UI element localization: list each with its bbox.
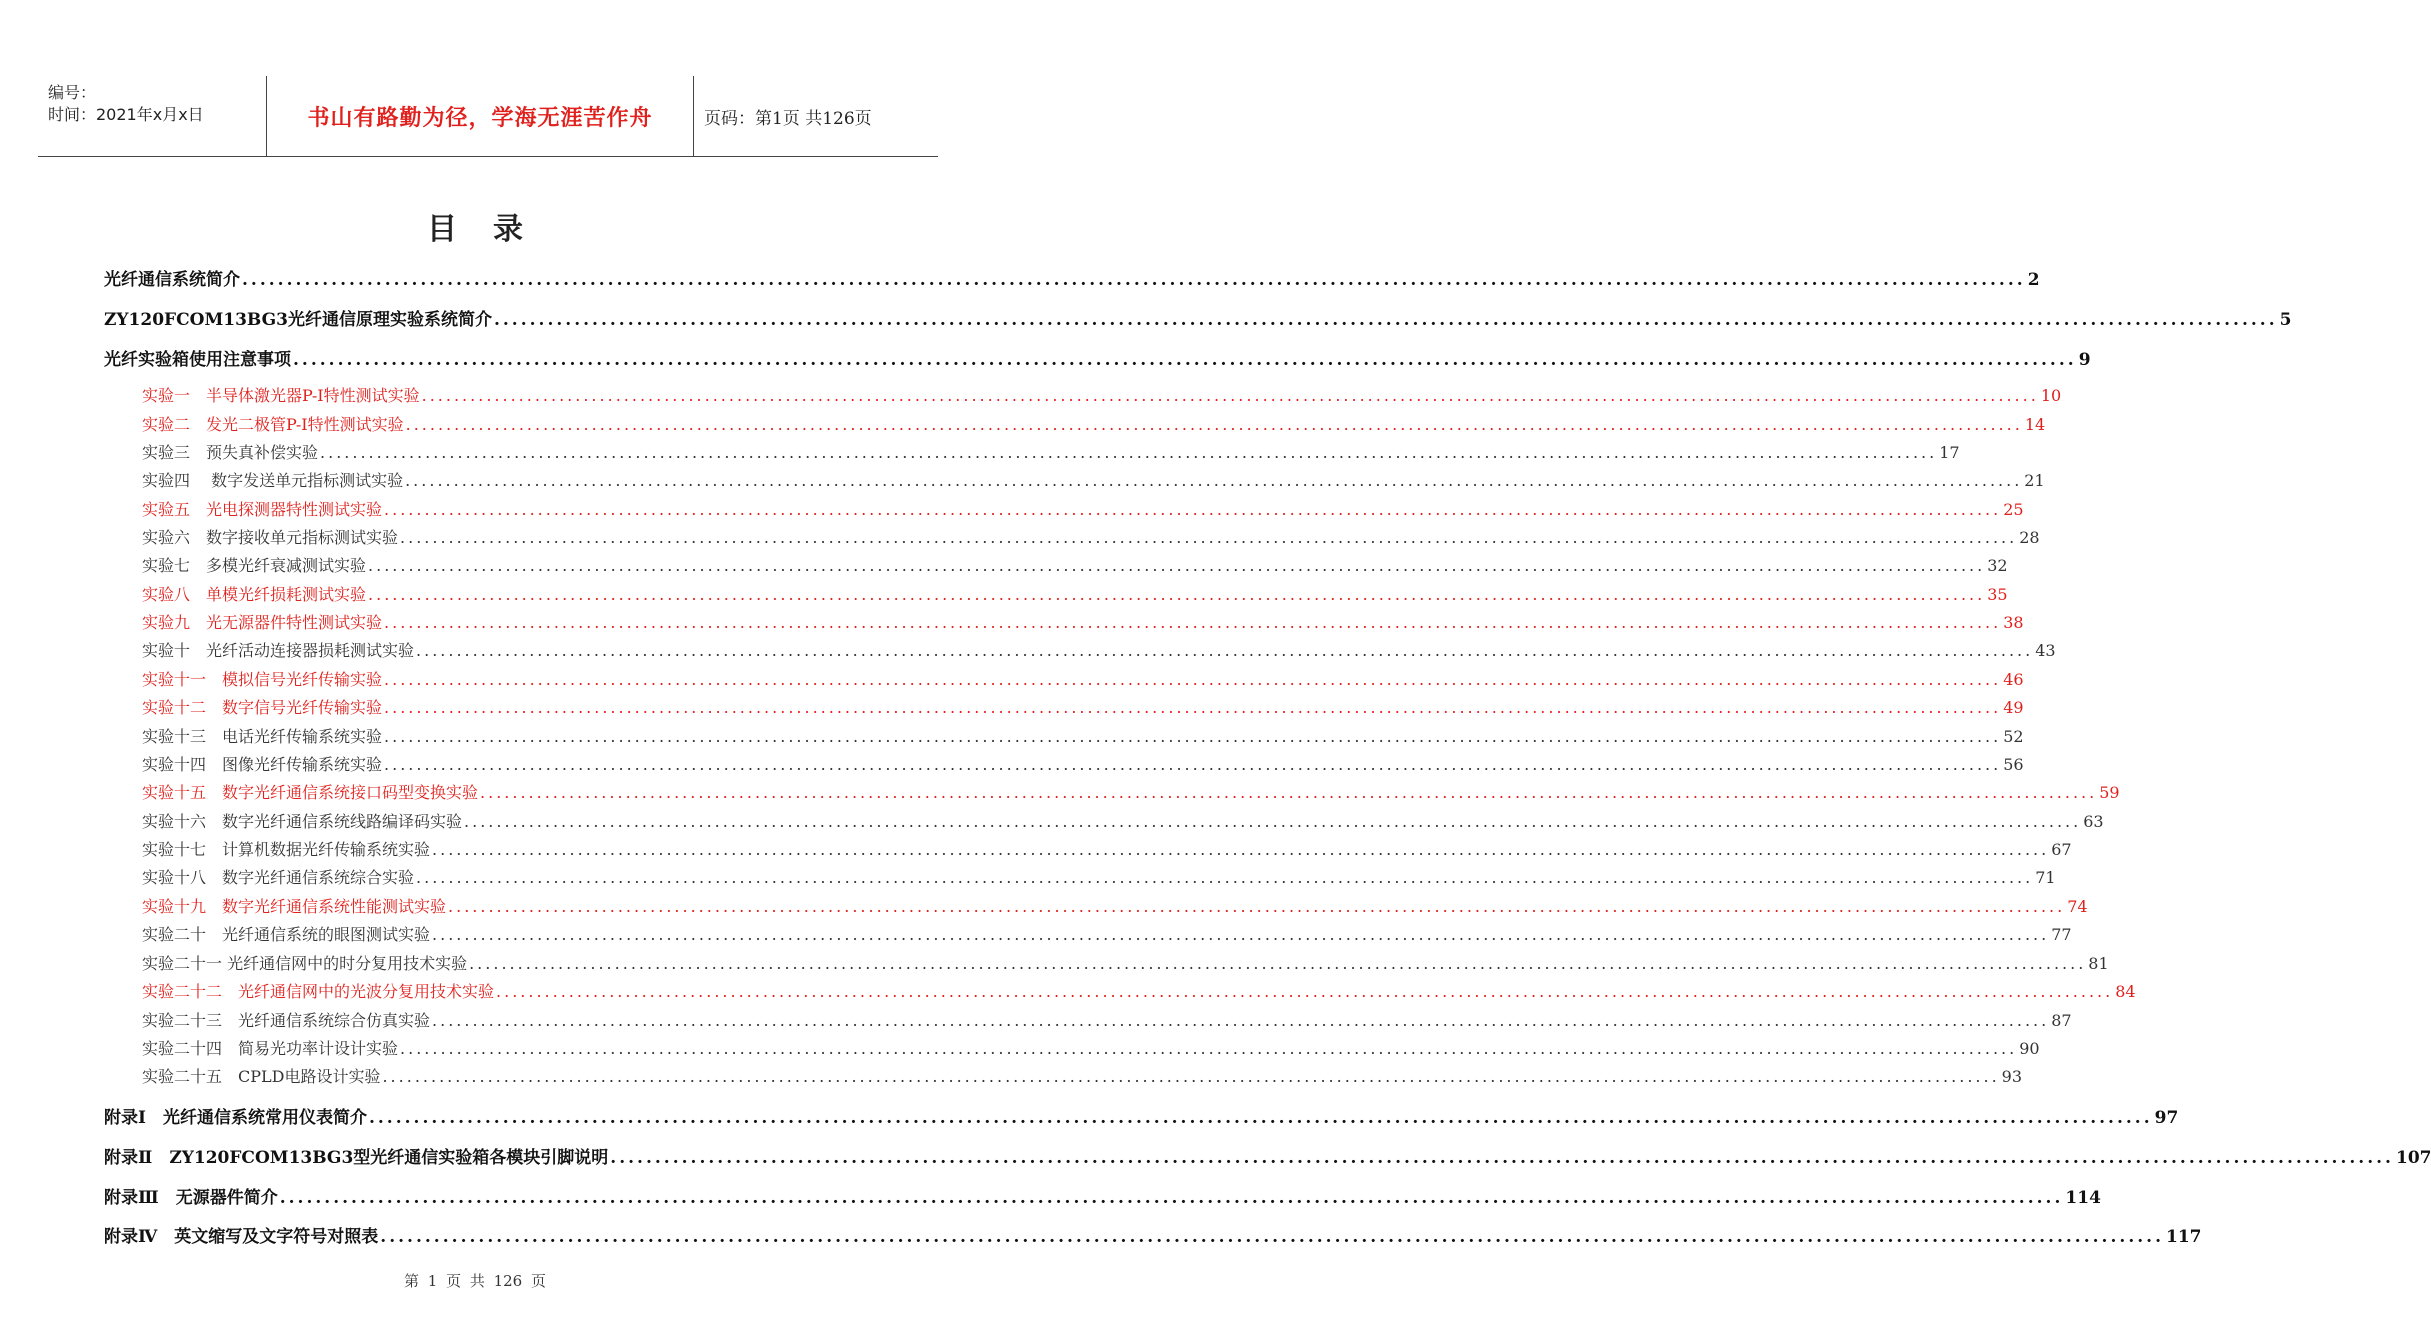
toc-entry-page: 90 <box>2019 1039 2040 1058</box>
toc-leader-dots: ........................................................................................................................................................................................................ <box>405 415 2023 434</box>
header-motto: 书山有路勤为径，学海无涯苦作舟 <box>307 104 653 131</box>
toc-leader-dots: ........................................................................................................................................................................................................ <box>432 925 2050 944</box>
toc-entry-page: 32 <box>1987 556 2008 575</box>
toc-entry-title: 实验二十一 光纤通信网中的时分复用技术实验 <box>142 954 468 973</box>
page-title: 目录 <box>427 212 559 247</box>
toc-entry-title: 实验二十 光纤通信系统的眼图测试实验 <box>142 925 431 944</box>
toc-entry-title: 实验十五 数字光纤通信系统接口码型变换实验 <box>142 783 479 802</box>
header-motto-cell <box>266 76 694 156</box>
toc-entry-page: 81 <box>2088 954 2109 973</box>
header-meta <box>48 76 268 162</box>
toc-entry-page: 28 <box>2019 528 2040 547</box>
toc-entry-title: 实验二十四 简易光功率计设计实验 <box>142 1039 399 1058</box>
toc-entry[interactable] <box>142 780 2120 803</box>
toc-leader-dots: ........................................................................................................................................................................................................ <box>384 500 2002 519</box>
toc-entry-title: 实验七 多模光纤衰减测试实验 <box>142 556 367 575</box>
toc-entry-page: 52 <box>2003 727 2024 746</box>
header-page-info-cell <box>704 76 938 156</box>
toc-entry-page: 63 <box>2083 812 2104 831</box>
toc-leader-dots: ........................................................................................................................................................................................................ <box>400 1039 2018 1058</box>
toc-entry-title: 实验十九 数字光纤通信系统性能测试实验 <box>142 897 447 916</box>
toc-entry-page: 43 <box>2035 641 2056 660</box>
toc-entry[interactable] <box>104 1103 2179 1128</box>
toc-entry-title: 实验二十二 光纤通信网中的光波分复用技术实验 <box>142 982 495 1001</box>
toc-entry[interactable] <box>142 468 2045 491</box>
toc-entry[interactable] <box>142 1008 2072 1031</box>
toc-entry[interactable] <box>142 1064 2023 1087</box>
toc-leader-dots: ........................................................................................................................................................................................................ <box>382 1067 2000 1086</box>
toc-leader-dots: ........................................................................................................................................................................................................ <box>400 528 2018 547</box>
toc-entry[interactable] <box>142 752 2024 775</box>
toc-leader-dots: ........................................................................................................................................................................................................ <box>480 783 2098 802</box>
toc-entry[interactable] <box>142 922 2072 945</box>
toc-entry[interactable] <box>142 837 2072 860</box>
toc-leader-dots: ........................................................................................................................................................................................................ <box>384 670 2002 689</box>
toc-entry[interactable] <box>142 809 2104 832</box>
toc-leader-dots: ........................................................................................................................................................................................................ <box>320 443 1938 462</box>
page-header <box>38 76 938 157</box>
toc-leader-dots: ........................................................................................................................................................................................................ <box>368 1108 2153 1128</box>
toc-leader-dots: ........................................................................................................................................................................................................ <box>384 727 2002 746</box>
toc-entry-title: 实验二十五 CPLD电路设计实验 <box>142 1067 381 1086</box>
toc-entry[interactable] <box>142 894 2088 917</box>
toc-entry-title: 附录Ⅱ ZY120FCOM13BG3型光纤通信实验箱各模块引脚说明 <box>104 1148 609 1168</box>
toc-entry-title: 实验十 光纤活动连接器损耗测试实验 <box>142 641 415 660</box>
toc-entry[interactable] <box>142 497 2024 520</box>
toc-entry-page: 77 <box>2051 925 2072 944</box>
toc-leader-dots: ........................................................................................................................................................................................................ <box>416 868 2034 887</box>
toc-entry-page: 71 <box>2035 868 2056 887</box>
toc-entry-page: 10 <box>2040 386 2062 405</box>
toc-entry-title: 实验五 光电探测器特性测试实验 <box>142 500 383 519</box>
time-label: 时间：2021年x月x日 <box>48 105 204 124</box>
toc-entry-page: 97 <box>2154 1108 2179 1128</box>
page-footer: 第 1 页 共 126 页 <box>403 1272 546 1290</box>
toc-entry-title: 实验八 单模光纤损耗测试实验 <box>142 585 367 604</box>
toc-entry-page: 46 <box>2003 670 2024 689</box>
toc-entry-title: 光纤实验箱使用注意事项 <box>104 350 291 370</box>
toc-leader-dots: ........................................................................................................................................................................................................ <box>416 641 2034 660</box>
toc-entry-title: 光纤通信系统简介 <box>104 270 240 290</box>
toc-entry[interactable] <box>142 1036 2040 1059</box>
toc-leader-dots: ........................................................................................................................................................................................................ <box>610 1148 2394 1168</box>
toc-entry-page: 2 <box>2027 270 2040 290</box>
toc-entry[interactable] <box>142 695 2024 718</box>
toc-entry-title: 实验六 数字接收单元指标测试实验 <box>142 528 399 547</box>
toc-leader-dots: ........................................................................................................................................................................................................ <box>380 1227 2164 1247</box>
toc-entry-page: 59 <box>2099 783 2120 802</box>
toc-entry-page: 117 <box>2166 1227 2202 1247</box>
toc-leader-dots: ........................................................................................................................................................................................................ <box>242 270 2026 290</box>
toc-entry-page: 56 <box>2003 755 2024 774</box>
toc-leader-dots: ........................................................................................................................................................................................................ <box>448 897 2066 916</box>
toc-leader-dots: ........................................................................................................................................................................................................ <box>384 698 2002 717</box>
toc-leader-dots: ........................................................................................................................................................................................................ <box>432 1011 2050 1030</box>
toc-entry-title: 实验十七 计算机数据光纤传输系统实验 <box>142 840 431 859</box>
toc-entry-page: 93 <box>2001 1067 2023 1086</box>
toc-entry-page: 114 <box>2065 1188 2101 1208</box>
toc-entry[interactable] <box>142 610 2024 633</box>
toc-entry-title: 实验四 数字发送单元指标测试实验 <box>142 471 404 490</box>
toc-entry-title: 实验二十三 光纤通信系统综合仿真实验 <box>142 1011 431 1030</box>
toc-leader-dots: ........................................................................................................................................................................................................ <box>421 386 2039 405</box>
toc-leader-dots: ........................................................................................................................................................................................................ <box>384 613 2002 632</box>
toc-entry-title: 实验十一 模拟信号光纤传输实验 <box>142 670 383 689</box>
toc-entry-page: 87 <box>2051 1011 2072 1030</box>
toc-entry-page: 17 <box>1939 443 1960 462</box>
toc-entry[interactable] <box>142 383 2062 406</box>
toc-entry-title: 附录Ⅳ 英文缩写及文字符号对照表 <box>104 1227 379 1247</box>
toc-entry[interactable] <box>142 440 1960 463</box>
toc-entry-title: 实验九 光无源器件特性测试实验 <box>142 613 383 632</box>
toc-entry[interactable] <box>104 305 2292 330</box>
toc-leader-dots: ........................................................................................................................................................................................................ <box>368 556 1986 575</box>
toc-leader-dots: ........................................................................................................................................................................................................ <box>496 982 2114 1001</box>
toc-entry[interactable] <box>142 412 2046 435</box>
toc-entry-title: 实验十六 数字光纤通信系统线路编译码实验 <box>142 812 463 831</box>
toc-entry-page: 25 <box>2003 500 2024 519</box>
toc-entry[interactable] <box>104 345 2091 370</box>
toc-entry-title: 实验二 发光二极管P-I特性测试实验 <box>142 415 404 434</box>
toc-entry[interactable] <box>142 724 2024 747</box>
toc-leader-dots: ........................................................................................................................................................................................................ <box>464 812 2082 831</box>
toc-entry-title: 附录Ⅲ 无源器件简介 <box>104 1188 278 1208</box>
toc-entry-page: 67 <box>2051 840 2072 859</box>
toc-entry-page: 5 <box>2279 310 2292 330</box>
toc-entry[interactable] <box>142 951 2109 974</box>
toc-entry-title: 实验十二 数字信号光纤传输实验 <box>142 698 383 717</box>
toc-entry[interactable] <box>104 1143 2431 1168</box>
toc-leader-dots: ........................................................................................................................................................................................................ <box>469 954 2087 973</box>
toc-entry[interactable] <box>142 525 2040 548</box>
toc-entry[interactable] <box>142 865 2056 888</box>
toc-entry-page: 21 <box>2024 471 2045 490</box>
toc-leader-dots: ........................................................................................................................................................................................................ <box>279 1188 2064 1208</box>
toc-entry-title: 实验十四 图像光纤传输系统实验 <box>142 755 383 774</box>
toc-entry[interactable] <box>104 265 2040 290</box>
toc-entry-page: 49 <box>2003 698 2024 717</box>
toc-entry-title: 实验十八 数字光纤通信系统综合实验 <box>142 868 415 887</box>
code-label: 编号： <box>48 83 97 102</box>
toc-entry[interactable] <box>142 979 2136 1002</box>
toc-leader-dots: ........................................................................................................................................................................................................ <box>293 350 2077 370</box>
toc-entry-title: 实验一 半导体激光器P-I特性测试实验 <box>142 386 420 405</box>
toc-leader-dots: ........................................................................................................................................................................................................ <box>493 310 2278 330</box>
header-page-info: 页码：第1页 共126页 <box>704 108 872 129</box>
toc-entry-page: 35 <box>1987 585 2008 604</box>
toc-entry-page: 74 <box>2067 897 2088 916</box>
toc-entry[interactable] <box>142 582 2008 605</box>
toc-entry[interactable] <box>104 1222 2202 1247</box>
toc-entry[interactable] <box>142 667 2024 690</box>
toc-entry-page: 107 <box>2395 1148 2431 1168</box>
toc-leader-dots: ........................................................................................................................................................................................................ <box>405 471 2023 490</box>
toc-entry[interactable] <box>104 1183 2101 1208</box>
toc-entry[interactable] <box>142 638 2056 661</box>
toc-entry-page: 14 <box>2024 415 2046 434</box>
toc-entry-page: 84 <box>2115 982 2136 1001</box>
toc-entry-page: 9 <box>2078 350 2091 370</box>
toc-entry-title: 实验三 预失真补偿实验 <box>142 443 319 462</box>
toc-leader-dots: ........................................................................................................................................................................................................ <box>368 585 1986 604</box>
toc-entry-title: 附录Ⅰ 光纤通信系统常用仪表简介 <box>104 1108 367 1128</box>
toc-entry-title: 实验十三 电话光纤传输系统实验 <box>142 727 383 746</box>
toc-leader-dots: ........................................................................................................................................................................................................ <box>432 840 2050 859</box>
toc-entry-title: ZY120FCOM13BG3光纤通信原理实验系统简介 <box>104 310 492 330</box>
toc-entry[interactable] <box>142 553 2008 576</box>
toc-entry-page: 38 <box>2003 613 2024 632</box>
toc-leader-dots: ........................................................................................................................................................................................................ <box>384 755 2002 774</box>
